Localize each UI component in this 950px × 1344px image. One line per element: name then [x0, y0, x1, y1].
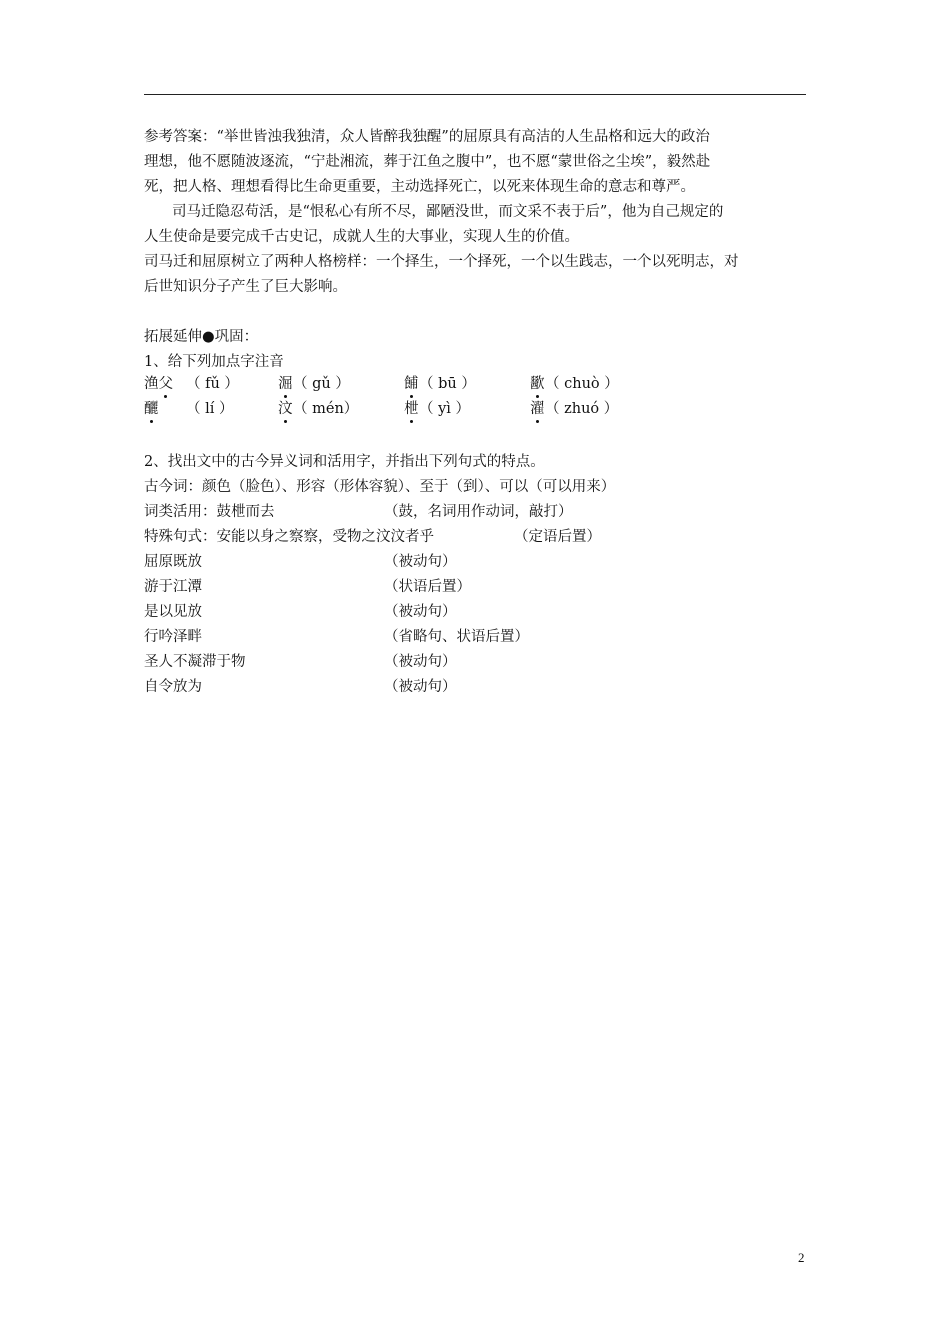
- pinyin-item: [144, 400, 159, 418]
- pinyin-reading: （ fǔ ）: [186, 376, 239, 392]
- dotted-char: 淈: [278, 376, 293, 392]
- pinyin-item: 渔父: [144, 376, 173, 392]
- header-rule: [144, 94, 806, 95]
- dotted-char: 汶: [278, 401, 293, 417]
- row-note: （状语后置）: [384, 579, 471, 595]
- pinyin-reading: （ gǔ ）: [293, 376, 350, 392]
- pinyin-item: [404, 375, 419, 393]
- question-2-title: 2、找出文中的古今异义词和活用字，并指出下列句式的特点。: [144, 454, 545, 470]
- pinyin-reading: （ yì ）: [419, 401, 471, 417]
- pinyin-reading: （ lí ）: [186, 401, 234, 417]
- row-note: （被动句）: [384, 679, 457, 695]
- dotted-char: 枻: [404, 401, 419, 417]
- pinyin-reading: （ chuò ）: [545, 376, 619, 392]
- row-note: （被动句）: [384, 604, 457, 620]
- row-text: 行吟泽畔: [144, 629, 202, 645]
- pinyin-item: [404, 400, 419, 418]
- dotted-char: 釃: [144, 401, 159, 417]
- gujin-line: 古今词：颜色（脸色）、形容（形体容貌）、至于（到）、可以（可以用来）: [144, 479, 616, 495]
- pinyin-reading: （ bū ）: [419, 376, 476, 392]
- section-heading: 拓展延伸●巩固：: [144, 329, 259, 345]
- row-note: （定语后置）: [514, 529, 601, 545]
- row-text: 是以见放: [144, 604, 202, 620]
- dotted-char: 父: [158, 376, 173, 392]
- row-text: 屈原既放: [144, 554, 202, 570]
- row-text: 自令放为: [144, 679, 202, 695]
- pinyin-item: [278, 400, 293, 418]
- answer-line: 后世知识分子产生了巨大影响。: [144, 279, 347, 295]
- pinyin-reading: （ mén）: [293, 401, 359, 417]
- answer-line: 死，把人格、理想看得比生命更重要，主动选择死亡，以死来体现生命的意志和尊严。: [144, 179, 695, 195]
- row-text: 圣人不凝滞于物: [144, 654, 246, 670]
- pinyin-reading: （ zhuó ）: [545, 401, 619, 417]
- dotted-char: 餔: [404, 376, 419, 392]
- answer-line: 司马迁和屈原树立了两种人格榜样：一个择生，一个择死，一个以生践志，一个以死明志，对: [144, 254, 739, 270]
- pinyin-item: [530, 400, 545, 418]
- row-note: （省略句、状语后置）: [384, 629, 529, 645]
- answer-line: 理想，他不愿随波逐流，“宁赴湘流，葬于江鱼之腹中”，也不愿“蒙世俗之尘埃”，毅然赴: [144, 154, 711, 170]
- question-1-title: 1、给下列加点字注音: [144, 354, 284, 370]
- row-note: （被动句）: [384, 654, 457, 670]
- row-text: 游于江潭: [144, 579, 202, 595]
- answer-line: 司马迁隐忍苟活，是“恨私心有所不尽，鄙陋没世，而文采不表于后”，他为自己规定的: [172, 204, 724, 220]
- row-text: 词类活用：鼓枻而去: [144, 504, 275, 520]
- row-note: （被动句）: [384, 554, 457, 570]
- dotted-char: 濯: [530, 401, 545, 417]
- answer-line: 人生使命是要完成千古史记，成就人生的大事业，实现人生的价值。: [144, 229, 579, 245]
- pinyin-item: [278, 375, 293, 393]
- dotted-char: 歠: [530, 376, 545, 392]
- page-number: 2: [798, 1250, 805, 1265]
- pinyin-item: [530, 375, 545, 393]
- answer-line: 参考答案：“举世皆浊我独清，众人皆醉我独醒”的屈原具有高洁的人生品格和远大的政治: [144, 129, 710, 145]
- row-text: 特殊句式：安能以身之察察，受物之汶汶者乎: [144, 529, 434, 545]
- row-note: （鼓，名词用作动词，敲打）: [384, 504, 573, 520]
